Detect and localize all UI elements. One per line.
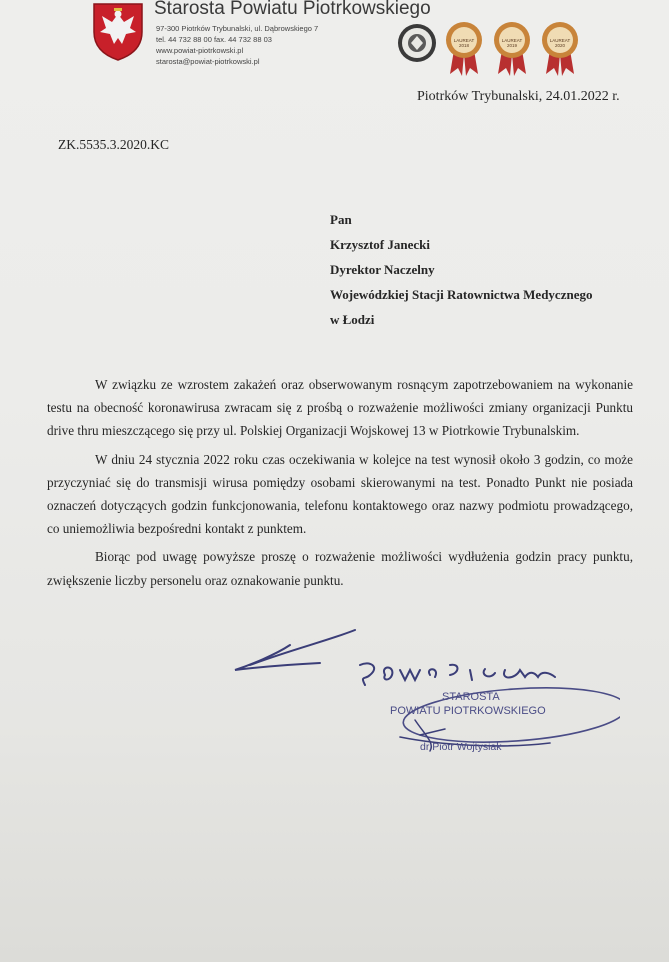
stamp-title: STAROSTA (442, 691, 500, 703)
org-name: Starosta Powiatu Piotrkowskiego (154, 0, 431, 19)
recipient-city: w Łodzi (330, 312, 375, 327)
letterhead (84, 0, 644, 80)
case-reference: ZK.5535.3.2020.KC (58, 137, 169, 152)
org-email: starosta@powiat-piotrkowski.pl (156, 57, 260, 66)
medal-label: LAUREAT (549, 38, 571, 43)
award-badges (396, 20, 626, 80)
org-website: www.powiat-piotrkowski.pl (156, 46, 244, 55)
stamp-signer-name: dr Piotr Wojtysiak (420, 741, 502, 753)
medal-year: 2019 (506, 43, 517, 48)
coat-of-arms-icon (90, 0, 146, 62)
stamp-office: POWIATU PIOTRKOWSKIEGO (390, 705, 546, 717)
org-phone-fax: tel. 44 732 88 00 fax. 44 732 88 03 (156, 35, 272, 44)
medal-label: LAUREAT (501, 38, 523, 43)
laureate-medal-icon (540, 20, 580, 76)
org-address: 97-300 Piotrków Trybunalski, ul. Dąbrowskiego 7 (156, 24, 319, 33)
signature-area (220, 625, 620, 765)
place-date: Piotrków Trybunalski, 24.01.2022 r. (417, 89, 620, 104)
recipient-block (330, 207, 592, 332)
medal-caption (449, 38, 479, 48)
emblem-badge-icon (396, 22, 438, 64)
laureate-medal-icon (492, 20, 532, 76)
medal-caption (497, 38, 527, 48)
recipient-title: Dyrektor Naczelny (330, 262, 435, 277)
recipient-name: Krzysztof Janecki (330, 237, 431, 252)
letter-body (47, 373, 633, 597)
medal-label: LAUREAT (453, 38, 475, 43)
body-paragraph: W dniu 24 stycznia 2022 roku czas oczekiwania w kolejce na test wynosił około 3 godzin, co może przyczyniać się do transmisji wirusa pomiędzy osobami skierowanymi na test. Ponadto Punkt nie posiada oznaczeń dotyczących godzin funkcjonowania, telefonu kontaktowego oraz nazwy podmiotu prowadzącego, co uniemożliwia bezpośredni kontakt z punktem. (47, 451, 633, 537)
body-paragraph: Biorąc pod uwagę powyższe proszę o rozważenie możliwości wydłużenia godzin pracy punktu, zwiększenie liczby personelu oraz oznakowanie punktu. (47, 549, 633, 588)
recipient-salutation: Pan (330, 212, 352, 227)
medal-caption (545, 38, 575, 48)
recipient-institution: Wojewódzkiej Stacji Ratownictwa Medycznego (330, 287, 593, 302)
medal-year: 2020 (554, 43, 565, 48)
body-paragraph: W związku ze wzrostem zakażeń oraz obserwowanym rosnącym zapotrzebowaniem na wykonanie testu na obecność koronawirusa zwracam się z prośbą o rozważenie możliwości zmiany organizacji Punktu drive thru mieszczącego się przy ul. Polskiej Organizacji Wojskowej 13 w Piotrkowie Trybunalskim. (47, 377, 633, 439)
medal-year: 2018 (458, 43, 469, 48)
laureate-medal-icon (444, 20, 484, 76)
